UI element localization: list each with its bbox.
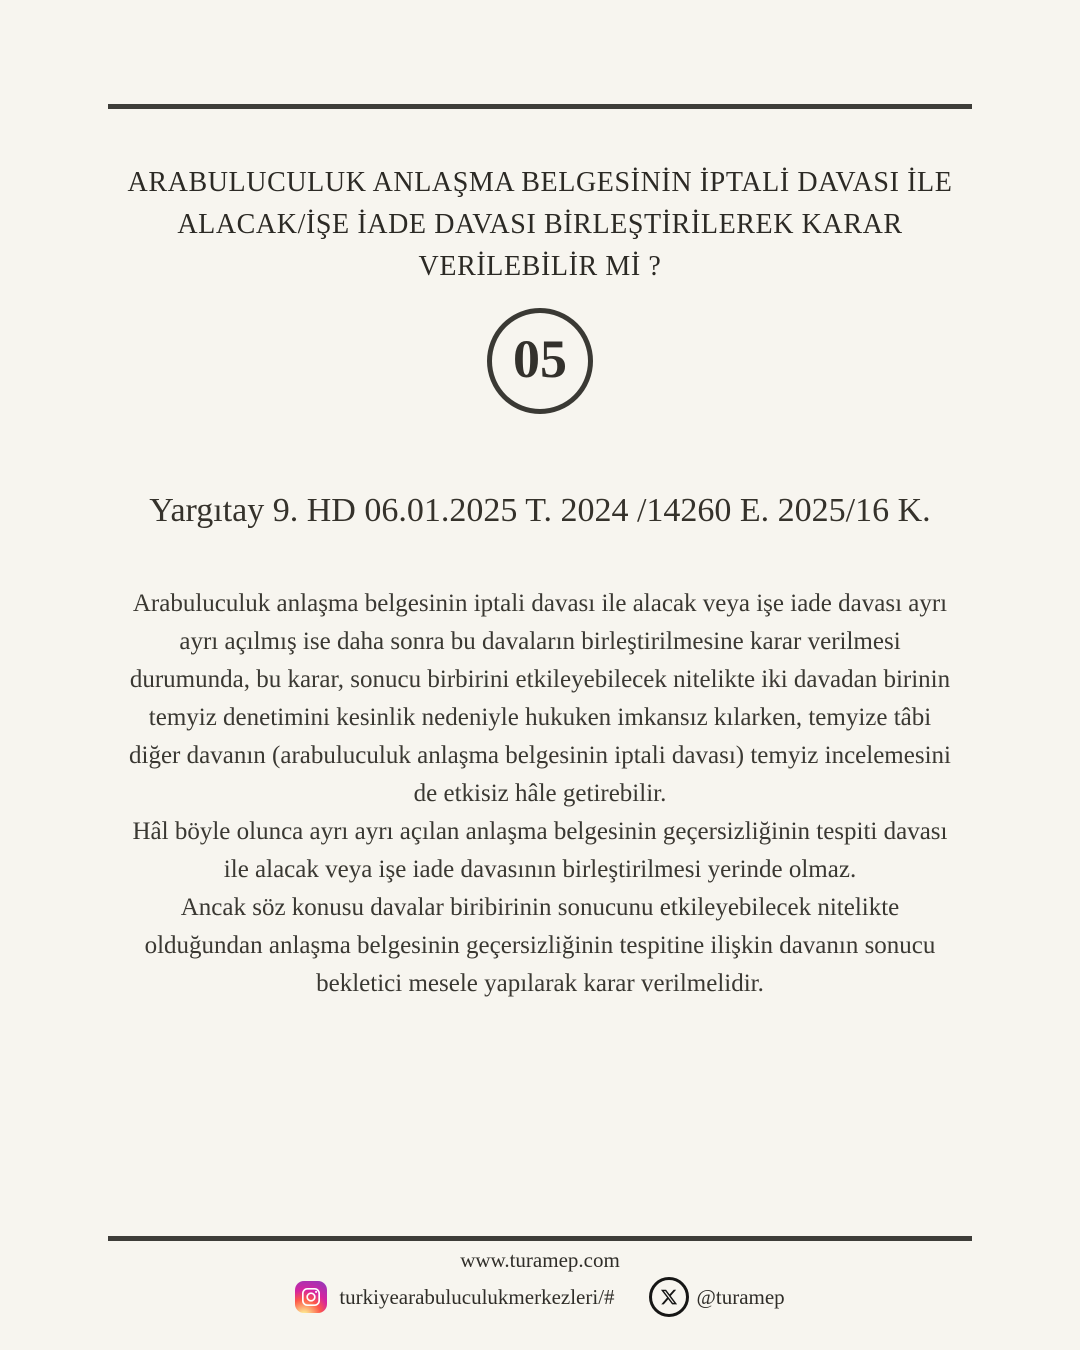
instagram-icon [295, 1281, 327, 1313]
instagram-handle: turkiyearabuluculukmerkezleri/# [339, 1284, 615, 1309]
title-line-1: ARABULUCULUK ANLAŞMA BELGESİNİN İPTALİ DAVASI İLE [127, 167, 953, 198]
decision-summary [120, 585, 960, 1003]
badge-number: 05 [513, 329, 567, 389]
bottom-divider [108, 1236, 972, 1241]
court-citation: Yargıtay 9. HD 06.01.2025 T. 2024 /14260 E. 2025/16 K. [149, 492, 931, 529]
paragraph-1: Arabuluculuk anlaşma belgesinin iptali davası ile alacak veya işe iade davası ayrı ayrı açılmış ise daha sonra bu davaların birleştirilmesine karar verilmesi durumunda, bu karar, sonucu birbirini etkileyebilecek nitelikte iki davadan birinin temyiz denetimini kesinlik nedeniyle hukuken imkansız kılarken, temyize tâbi diğer davanın (arabuluculuk anlaşma belgesinin iptali davası) temyiz incelemesini de etkisiz hâle getirebilir. [129, 590, 951, 807]
x-handle: @turamep [696, 1284, 785, 1309]
paragraph-2: Hâl böyle olunca ayrı ayrı açılan anlaşma belgesinin geçersizliğinin tespiti davası ile alacak veya işe iade davasının birleştirilmesi yerinde olmaz. [132, 818, 948, 883]
title-line-2: ALACAK/İŞE İADE DAVASI BİRLEŞTİRİLEREK KARAR [177, 209, 903, 240]
number-badge [487, 308, 593, 414]
title-line-3: VERİLEBİLİR Mİ ? [418, 251, 662, 282]
paragraph-3: Ancak söz konusu davalar biribirinin sonucunu etkileyebilecek nitelikte olduğundan anlaşma belgesinin geçersizliğinin tespitine ilişkin davanın sonucu bekletici mesele yapılarak karar verilmelidir. [144, 894, 936, 997]
website-url: www.turamep.com [460, 1248, 620, 1272]
x-icon [649, 1277, 689, 1317]
top-divider [108, 104, 972, 109]
page-title [60, 162, 1020, 288]
social-links-row [0, 1274, 1080, 1320]
